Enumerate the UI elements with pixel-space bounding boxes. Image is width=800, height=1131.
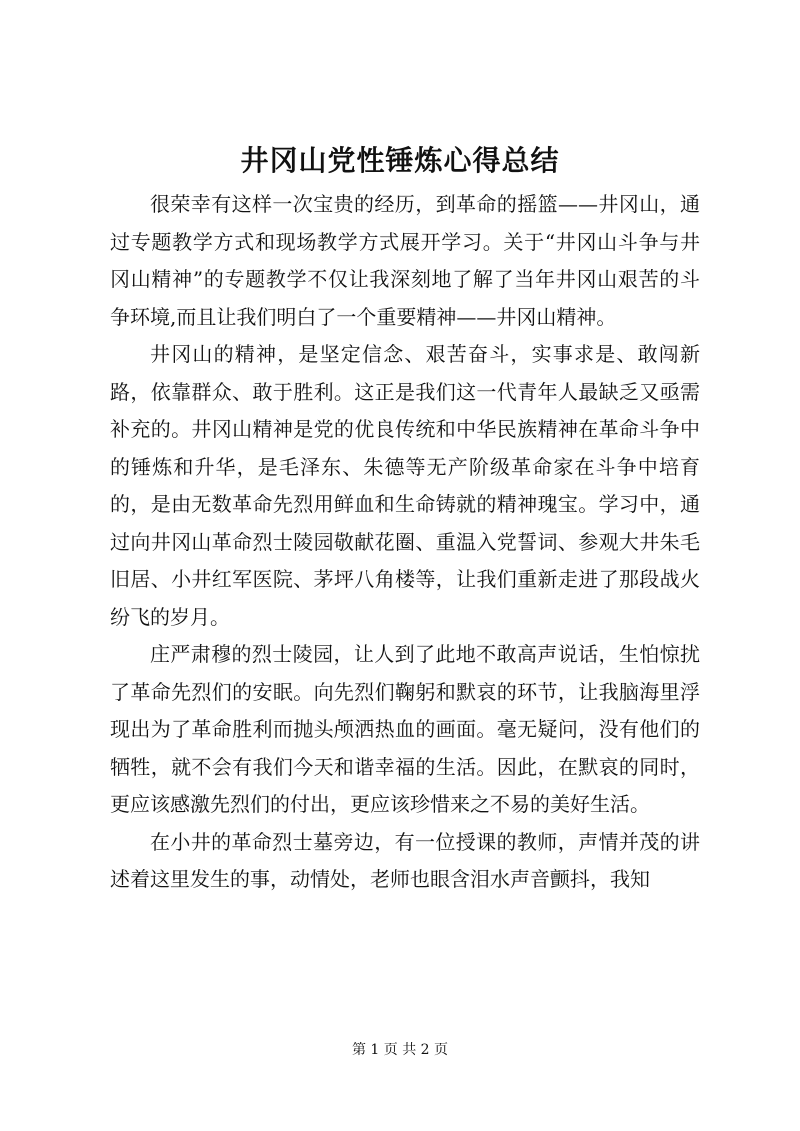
paragraph-1: 很荣幸有这样一次宝贵的经历，到革命的摇篮——井冈山，通过专题教学方式和现场教学方式展开学习。关于“井冈山斗争与井冈山精神”的专题教学不仅让我深刻地了解了当年井冈山艰苦的斗争环境,而且让我们明白了一个重要精神——井冈山精神。 — [110, 192, 700, 329]
paragraph-2: 井冈山的精神，是坚定信念、艰苦奋斗，实事求是、敢闯新路，依靠群众、敢于胜利。这正是我们这一代青年人最缺乏又亟需补充的。井冈山精神是党的优良传统和中华民族精神在革命斗争中的锤炼和升华，是毛泽东、朱德等无产阶级革命家在斗争中培育的，是由无数革命先烈用鲜血和生命铸就的精神瑰宝。学习中，通过向井冈山革命烈士陵园敬献花圈、重温入党誓词、参观大井朱毛旧居、小井红军医院、茅坪八角楼等，让我们重新走进了那段战火纷飞的岁月。 — [110, 342, 700, 629]
paragraph-4: 在小井的革命烈士墓旁边，有一位授课的教师，声情并茂的讲述着这里发生的事，动情处，老师也眼含泪水声音颤抖，我知 — [110, 829, 700, 891]
document-body — [110, 186, 700, 899]
paragraph-3: 庄严肃穆的烈士陵园，让人到了此地不敢高声说话，生怕惊扰了革命先烈们的安眠。向先烈们鞠躬和默哀的环节，让我脑海里浮现出为了革命胜利而抛头颅洒热血的画面。毫无疑问，没有他们的牺牲，就不会有我们今天和谐幸福的生活。因此，在默哀的同时，更应该感激先烈们的付出，更应该珍惜来之不易的美好生活。 — [110, 642, 700, 816]
page-footer: 第 1 页 共 2 页 — [351, 1042, 449, 1058]
page-title: 井冈山党性锤炼心得总结 — [240, 144, 560, 177]
